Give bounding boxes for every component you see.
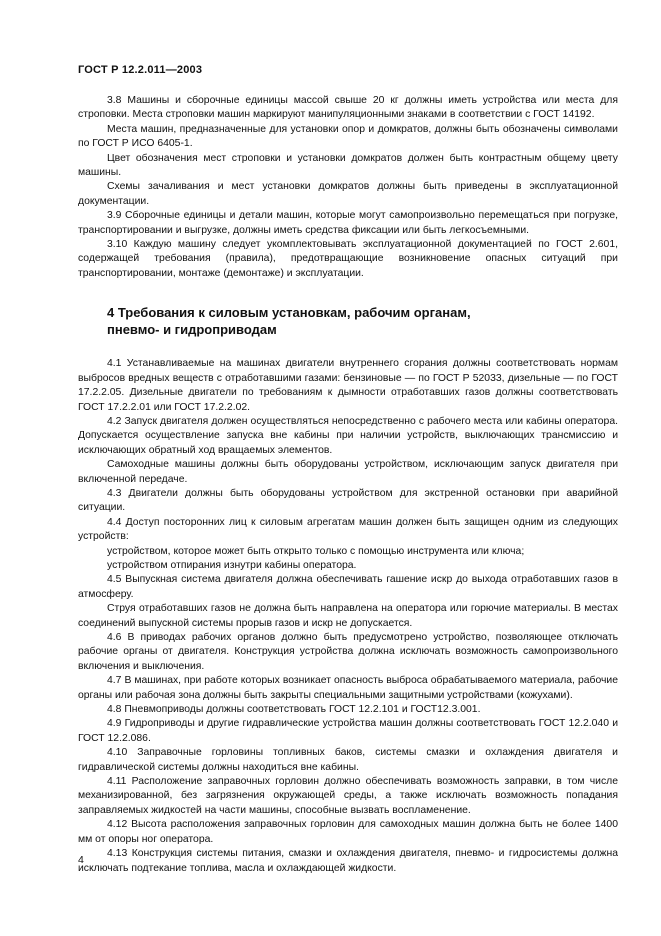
paragraph-4-7: 4.7 В машинах, при работе которых возникает опасность выброса обрабатываемого материала, рабочие органы или рабочая зона должны быть закрыты специальными защитными устройствами (кожухами).: [78, 675, 618, 701]
paragraph-4-2: 4.2 Запуск двигателя должен осуществляться непосредственно с рабочего места или кабины оператора. Допускается осуществление запуска вне кабины при наличии устройств, выключающих трансмиссию и исключающих обратный ход вращаемых элементов.: [78, 415, 618, 456]
section-heading-line-2: пневмо- и гидроприводам: [107, 322, 277, 338]
list-item: устройством отпирания изнутри кабины оператора.: [107, 559, 357, 571]
paragraph-3-8-schemes: Схемы зачаливания и мест установки домкратов должны быть приведены в эксплуатационной документации.: [78, 181, 618, 207]
paragraph-4-12: 4.12 Высота расположения заправочных горловин для самоходных машин должна быть не более 1400 мм от опоры ног оператора.: [78, 819, 618, 845]
list-item: устройством, которое может быть открыто только с помощью инструмента или ключа;: [107, 545, 525, 557]
paragraph-3-8-color: Цвет обозначения мест строповки и установки домкратов должен быть контрастным общему цвету машины.: [78, 152, 618, 179]
paragraph-4-4: 4.4 Доступ посторонних лиц к силовым агрегатам машин должен быть защищен одним из следующих устройств:: [78, 516, 618, 543]
paragraph-4-2-selfpropelled: Самоходные машины должны быть оборудованы устройством, исключающим запуск двигателя при включенной передаче.: [78, 459, 618, 485]
document-body: [78, 94, 618, 876]
paragraph-4-11: 4.11 Расположение заправочных горловин должно обеспечивать возможность заправки, в том числе механизированной, без загрязнения окружающей среды, а также исключать возможность попадания заправляемых жидкостей на части машины, способные вызвать воспламенение.: [78, 776, 618, 816]
paragraph-4-10: 4.10 Заправочные горловины топливных баков, системы смазки и охлаждения двигателя и гидравлической системы должны находиться вне кабины.: [78, 747, 618, 773]
section-heading-line-1: 4 Требования к силовым установкам, рабочим органам,: [107, 305, 471, 321]
paragraph-4-8: 4.8 Пневмоприводы должны соответствовать ГОСТ 12.2.101 и ГОСТ12.3.001.: [107, 704, 481, 716]
paragraph-3-10: 3.10 Каждую машину следует укомплектовывать эксплуатационной документацией по ГОСТ 2.601, содержащей требования (правила), предотвращающие возникновение опасных ситуаций при транспортировании, монтаже (демонтаже) и эксплуатации.: [78, 239, 618, 279]
paragraph-4-6: 4.6 В приводах рабочих органов должно быть предусмотрено устройство, позволяющее отключать рабочие органы от двигателя. Конструкция устройства должна исключать возможность самопроизвольного включения и выключения.: [78, 632, 618, 672]
paragraph-4-5-exhaust: Струя отработавших газов не должна быть направлена на оператора или горючие материалы. В местах соединений выпускной системы прорыв газов и искр не допускается.: [78, 603, 618, 629]
page-number: 4: [78, 854, 84, 866]
document-header: ГОСТ Р 12.2.011—2003: [78, 64, 203, 76]
clause-group-3: [78, 94, 618, 281]
paragraph-3-8: 3.8 Машины и сборочные единицы массой свыше 20 кг должны иметь устройства или места для строповки. Места строповки машин маркируют манипуляционными знаками в соответствии с ГОСТ 14192.: [78, 95, 618, 121]
section-heading: [78, 304, 618, 338]
paragraph-4-5: 4.5 Выпускная система двигателя должна обеспечивать гашение искр до выхода отработавших газов в атмосферу.: [78, 574, 618, 600]
paragraph-3-8-marking: Места машин, предназначенные для установки опор и домкратов, должны быть обозначены символами по ГОСТ Р ИСО 6405-1.: [78, 123, 618, 150]
paragraph-3-9: 3.9 Сборочные единицы и детали машин, которые могут самопроизвольно перемещаться при погрузке, транспортировании и выгрузке, должны иметь средства фиксации или быть легкосъемными.: [78, 210, 618, 236]
clause-group-4: [78, 357, 618, 876]
paragraph-4-9: 4.9 Гидроприводы и другие гидравлические устройства машин должны соответствовать ГОСТ 12.2.040 и ГОСТ 12.2.086.: [78, 718, 618, 744]
paragraph-4-1: 4.1 Устанавливаемые на машинах двигатели внутреннего сгорания должны соответствовать нормам выбросов вредных веществ с отработавшими газами: бензиновые — по ГОСТ Р 52033, дизельные — по ГОСТ 17.2.2.05. Дизельные двигатели по требованиям к дымности отработавших газов должны соответствовать ГОСТ 17.2.2.01 или ГОСТ 17.2.2.02.: [78, 358, 618, 413]
paragraph-4-3: 4.3 Двигатели должны быть оборудованы устройством для экстренной остановки при аварийной ситуации.: [78, 487, 618, 514]
paragraph-4-13: 4.13 Конструкция системы питания, смазки и охлаждения двигателя, пневмо- и гидросистемы должна исключать подтекание топлива, масла и охлаждающей жидкости.: [78, 848, 618, 874]
